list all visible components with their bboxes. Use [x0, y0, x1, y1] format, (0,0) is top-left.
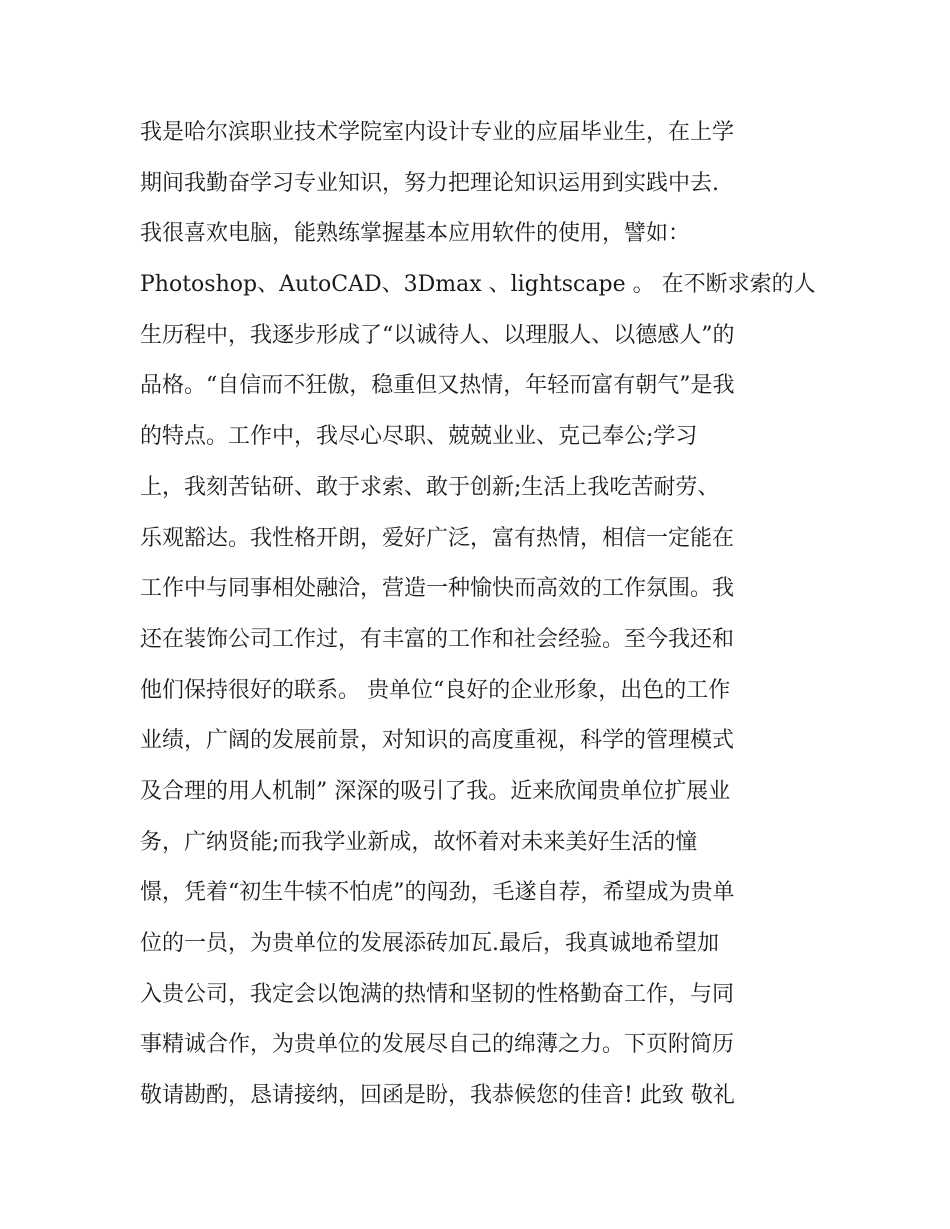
text-line: 工作中与同事相处融洽，营造一种愉快而高效的工作氛围。我: [140, 576, 735, 602]
text-line: 憬，凭着“初生牛犊不怕虎”的闯劲，毛遂自荐，希望成为贵单: [140, 880, 735, 906]
text-line: 品格。“自信而不狂傲，稳重但又热情，年轻而富有朝气”是我: [140, 373, 735, 399]
text-line: 事精诚合作，为贵单位的发展尽自己的绵薄之力。下页附简历: [140, 1032, 735, 1058]
text-line: 上，我刻苦钻研、敢于求索、敢于创新;生活上我吃苦耐劳、: [140, 474, 720, 500]
text-line: 入贵公司，我定会以饱满的热情和坚韧的性格勤奋工作，与同: [140, 981, 735, 1007]
cover-letter-body: [140, 108, 830, 1122]
text-line: 位的一员，为贵单位的发展添砖加瓦.最后，我真诚地希望加: [140, 931, 719, 956]
text-line: 还在装饰公司工作过，有丰富的工作和社会经验。至今我还和: [140, 626, 735, 652]
text-line: 我很喜欢电脑，能熟练掌握基本应用软件的使用，譬如：: [140, 221, 691, 247]
text-line: 期间我勤奋学习专业知识，努力把理论知识运用到实践中去.: [140, 170, 719, 196]
text-line: 敬请勘酌，恳请接纳，回函是盼，我恭候您的佳音! 此致 敬礼: [140, 1083, 735, 1109]
text-line: 务，广纳贤能;而我学业新成，故怀着对未来美好生活的憧: [140, 829, 698, 855]
text-line: 及合理的用人机制” 深深的吸引了我。近来欣闻贵单位扩展业: [140, 778, 731, 804]
text-line: 生历程中，我逐步形成了“以诚待人、以理服人、以德感人”的: [140, 322, 735, 348]
text-line: 的特点。工作中，我尽心尽职、兢兢业业、克己奉公;学习: [140, 424, 698, 450]
text-line: 我是哈尔滨职业技术学院室内设计专业的应届毕业生，在上学: [140, 120, 735, 145]
text-line: 乐观豁达。我性格开朗，爱好广泛，富有热情，相信一定能在: [140, 525, 735, 551]
text-line: 业绩，广阔的发展前景，对知识的高度重视，科学的管理模式: [140, 728, 735, 754]
text-line: Photoshop、AutoCAD、3Dmax 、lightscape 。 在不断求索的人: [140, 272, 816, 298]
text-line: 他们保持很好的联系。 贵单位“良好的企业形象，出色的工作: [140, 677, 731, 703]
